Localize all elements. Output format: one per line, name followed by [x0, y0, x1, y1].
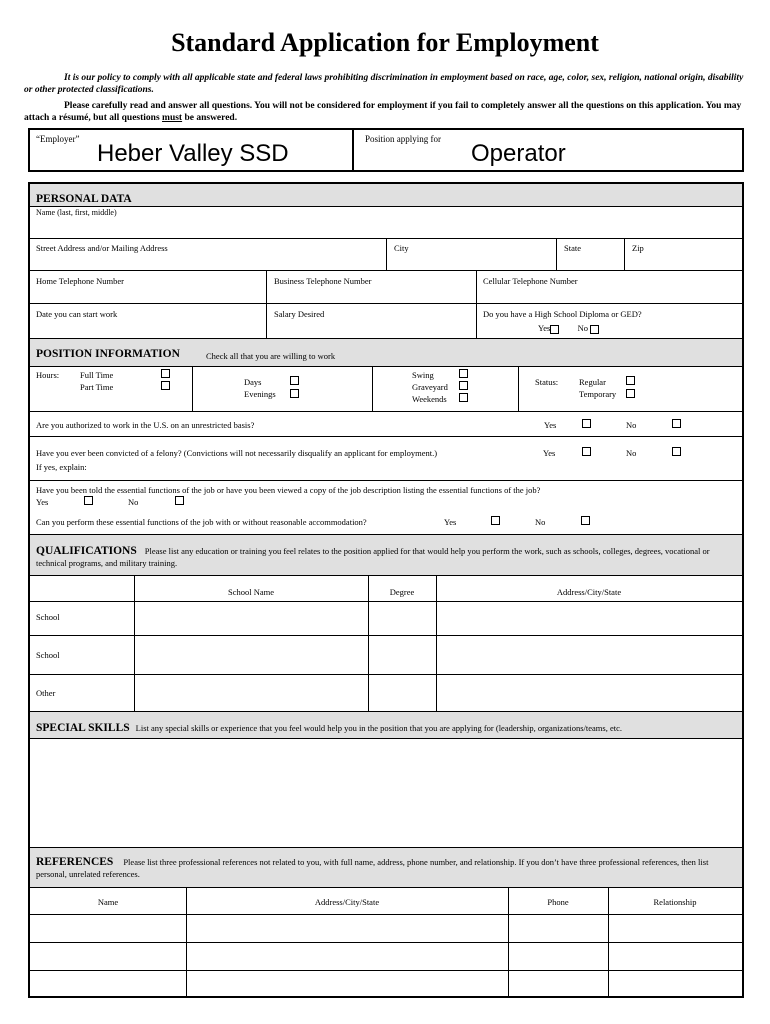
zip-label: Zip: [632, 243, 644, 253]
col-ref-name: Name: [97, 897, 119, 907]
told-question: Have you been told the essential functions of the job or have you been viewed a copy of the job description listing the essential functions of the job?: [36, 485, 541, 495]
street-label: Street Address and/or Mailing Address: [36, 243, 168, 253]
felony-question: Have you ever been convicted of a felony? (Convictions will not necessarily disqualify an applicant for employment.): [36, 448, 438, 458]
divider: [30, 436, 742, 437]
qualifications-heading: [36, 545, 736, 569]
divider: [372, 367, 373, 411]
employer-field[interactable]: Heber Valley SSD: [97, 140, 289, 167]
personal-title: PERSONAL DATA: [36, 193, 132, 205]
divider: [386, 238, 387, 270]
divider: [134, 575, 135, 711]
graveyard-label: Graveyard: [412, 382, 448, 392]
temporary-label: Temporary: [579, 389, 617, 399]
authorized-no-label: No: [626, 420, 637, 430]
weekends-label: Weekends: [412, 394, 447, 404]
employer-label: “Employer”: [36, 134, 80, 144]
told-no-label: No: [128, 497, 139, 507]
instructions-must: must: [162, 113, 183, 123]
perform-yes-checkbox[interactable]: [491, 516, 500, 525]
references-title: REFERENCES: [36, 856, 114, 868]
felony-yes-label: Yes: [543, 448, 556, 458]
skills-textarea[interactable]: [30, 739, 742, 847]
employer-divider: [352, 128, 354, 172]
position-subtitle: Check all that you are willing to work: [206, 351, 336, 361]
perform-no-label: No: [535, 517, 546, 527]
cell-phone-label: Cellular Telephone Number: [483, 276, 578, 286]
yes-label: Yes: [538, 323, 551, 333]
qualifications-subtitle: Please list any education or training you feel relates to the position applied for that would help you perform the work, such as schools, colleges, degrees, vocational or technical programs, and military training.: [36, 546, 710, 568]
authorized-yes-label: Yes: [544, 420, 557, 430]
felony-yes-checkbox[interactable]: [582, 447, 591, 456]
position-label: Position applying for: [365, 134, 441, 144]
col-ref-relationship: Relationship: [653, 897, 697, 907]
diploma-label: Do you have a High School Diploma or GED?: [483, 309, 642, 319]
col-degree: Degree: [389, 587, 415, 597]
instructions-text: Please carefully read and answer all questions. You will not be considered for employment if you fail to completely answer all the questions on this application. You may attach a résumé, but all questions: [24, 101, 742, 123]
days-checkbox[interactable]: [290, 376, 299, 385]
home-phone-label: Home Telephone Number: [36, 276, 125, 286]
felony-no-checkbox[interactable]: [672, 447, 681, 456]
diploma-yes: [538, 323, 599, 334]
name-field[interactable]: [30, 220, 742, 238]
divider: [30, 270, 742, 271]
perform-question: Can you perform these essential functions of the job with or without reasonable accommodation?: [36, 517, 367, 527]
qual-row-label: School: [36, 650, 60, 660]
told-yes-label: Yes: [36, 497, 49, 507]
position-title: POSITION INFORMATION: [36, 348, 180, 360]
divider: [30, 942, 742, 943]
authorized-question: Are you authorized to work in the U.S. on an unrestricted basis?: [36, 420, 255, 430]
swing-checkbox[interactable]: [459, 369, 468, 378]
evenings-checkbox[interactable]: [290, 389, 299, 398]
start-date-label: Date you can start work: [36, 309, 118, 319]
salary-label: Salary Desired: [274, 309, 325, 319]
divider: [30, 480, 742, 481]
no-label: No: [577, 323, 589, 333]
instructions-end: be answered.: [182, 113, 238, 123]
skills-title: SPECIAL SKILLS: [36, 722, 130, 734]
divider: [30, 914, 742, 915]
weekends-checkbox[interactable]: [459, 393, 468, 402]
divider: [266, 270, 267, 338]
status-label: Status:: [535, 377, 559, 387]
swing-label: Swing: [412, 370, 434, 380]
full-time-label: Full Time: [80, 370, 114, 380]
skills-subtitle: List any special skills or experience that you feel would help you in the position that you are applying for (leadership, organizations/teams, etc.: [135, 723, 622, 733]
divider: [192, 367, 193, 411]
felony-no-label: No: [626, 448, 637, 458]
divider: [30, 575, 742, 576]
evenings-label: Evenings: [244, 389, 276, 399]
divider: [30, 411, 742, 412]
divider: [30, 887, 742, 888]
qual-row-label: School: [36, 612, 60, 622]
full-time-checkbox[interactable]: [161, 369, 170, 378]
divider: [508, 887, 509, 996]
position-field[interactable]: Operator: [471, 140, 566, 167]
divider: [30, 303, 742, 304]
divider: [368, 575, 369, 711]
qualifications-title: QUALIFICATIONS: [36, 545, 137, 557]
col-school-name: School Name: [227, 587, 275, 597]
divider: [30, 674, 742, 675]
divider: [30, 970, 742, 971]
part-time-label: Part Time: [80, 382, 114, 392]
divider: [30, 635, 742, 636]
business-phone-label: Business Telephone Number: [274, 276, 372, 286]
regular-checkbox[interactable]: [626, 376, 635, 385]
authorized-yes-checkbox[interactable]: [582, 419, 591, 428]
policy-text: It is our policy to comply with all applicable state and federal laws prohibiting discrimination in employment based on race, age, color, sex, religion, national origin, disability or other protected classifications.: [24, 73, 744, 95]
divider: [476, 270, 477, 338]
explain-label: If yes, explain:: [36, 462, 87, 472]
city-label: City: [394, 243, 409, 253]
perform-no-checkbox[interactable]: [581, 516, 590, 525]
references-subtitle: Please list three professional references not related to you, with full name, address, phone number, and relationship. If you don’t have three professional references, then list personal, unrelated references.: [36, 857, 709, 879]
divider: [436, 575, 437, 711]
page-title: Standard Application for Employment: [171, 28, 599, 57]
diploma-no-checkbox[interactable]: [590, 325, 599, 334]
perform-yes-label: Yes: [444, 517, 457, 527]
col-address: Address/City/State: [556, 587, 622, 597]
policy-statement: [24, 72, 746, 96]
references-heading: [36, 856, 736, 880]
divider: [556, 238, 557, 270]
divider: [624, 238, 625, 270]
skills-heading: [36, 722, 622, 734]
part-time-checkbox[interactable]: [161, 381, 170, 390]
authorized-no-checkbox[interactable]: [672, 419, 681, 428]
state-label: State: [564, 243, 581, 253]
hours-label: Hours:: [36, 370, 60, 380]
divider: [30, 601, 742, 602]
told-no-checkbox[interactable]: [175, 496, 184, 505]
name-label: Name (last, first, middle): [36, 208, 117, 217]
days-label: Days: [244, 377, 262, 387]
told-yes-checkbox[interactable]: [84, 496, 93, 505]
divider: [518, 367, 519, 411]
divider: [608, 887, 609, 996]
personal-header: [30, 184, 742, 207]
graveyard-checkbox[interactable]: [459, 381, 468, 390]
divider: [186, 887, 187, 996]
application-form: [28, 182, 744, 998]
regular-label: Regular: [579, 377, 606, 387]
instructions: [24, 100, 746, 124]
qual-row-label: Other: [36, 688, 56, 698]
temporary-checkbox[interactable]: [626, 389, 635, 398]
diploma-yes-checkbox[interactable]: [550, 325, 559, 334]
col-ref-phone: Phone: [547, 897, 569, 907]
col-ref-address: Address/City/State: [314, 897, 380, 907]
